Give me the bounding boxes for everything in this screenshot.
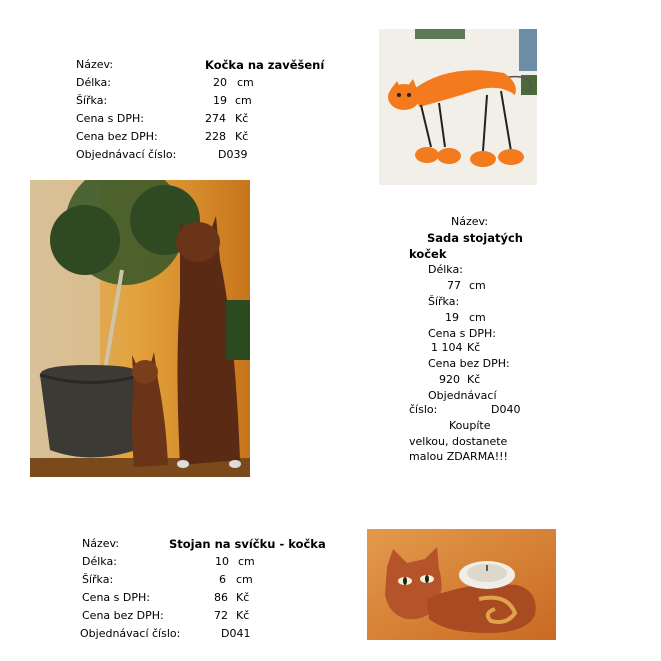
- p3-value-name: Stojan na svíčku - kočka: [169, 537, 326, 551]
- p2-unit-price-vat: Kč: [467, 341, 481, 354]
- p2-promo-line3: malou ZDARMA!!!: [409, 450, 508, 463]
- p1-label-price-vat: Cena s DPH:: [76, 112, 144, 125]
- p3-unit-length: cm: [238, 555, 255, 568]
- p3-value-price-novat: 72: [214, 609, 228, 622]
- p3-label-price-vat: Cena s DPH:: [82, 591, 150, 604]
- p2-label-name: Název:: [451, 215, 489, 228]
- p2-value-order: D040: [491, 403, 521, 416]
- p2-value-width: 19: [445, 311, 459, 324]
- p3-label-price-novat: Cena bez DPH:: [82, 609, 164, 622]
- hanging-cat-illustration: [379, 29, 537, 185]
- p2-value-name-line2: koček: [409, 247, 447, 261]
- p2-promo-line2: velkou, dostanete: [409, 435, 508, 448]
- p2-value-length: 77: [447, 279, 461, 292]
- p1-unit-price-vat: Kč: [235, 112, 249, 125]
- p1-unit-price-novat: Kč: [235, 130, 249, 143]
- p2-unit-length: cm: [469, 279, 486, 292]
- p2-value-price-novat: 920: [439, 373, 460, 386]
- p3-unit-price-novat: Kč: [236, 609, 250, 622]
- p1-unit-width: cm: [235, 94, 252, 107]
- p3-label-width: Šířka:: [82, 573, 114, 586]
- p3-unit-width: cm: [236, 573, 253, 586]
- photo-standing-cats: [30, 180, 250, 477]
- p2-value-price-vat: 1 104: [431, 341, 463, 354]
- p3-value-order: D041: [221, 627, 251, 640]
- p2-unit-price-novat: Kč: [467, 373, 481, 386]
- p1-label-length: Délka:: [76, 76, 111, 89]
- p3-value-width: 6: [219, 573, 226, 586]
- p2-label-length: Délka:: [428, 263, 463, 276]
- p3-value-price-vat: 86: [214, 591, 228, 604]
- p1-value-name: Kočka na zavěšení: [205, 58, 325, 72]
- p1-value-width: 19: [213, 94, 227, 107]
- p2-label-order-line2: číslo:: [409, 403, 438, 416]
- p3-label-name: Název:: [82, 537, 120, 550]
- p1-value-price-vat: 274: [205, 112, 226, 125]
- photo-candle-cat: [367, 529, 556, 640]
- p3-label-length: Délka:: [82, 555, 117, 568]
- p2-unit-width: cm: [469, 311, 486, 324]
- p3-value-length: 10: [215, 555, 229, 568]
- p1-label-name: Název:: [76, 58, 114, 71]
- standing-cats-illustration: [30, 180, 250, 477]
- p1-label-width: Šířka:: [76, 94, 108, 107]
- candle-cat-illustration: [367, 529, 556, 640]
- photo-hanging-cat: [379, 29, 537, 185]
- p2-label-price-novat: Cena bez DPH:: [428, 357, 510, 370]
- p3-unit-price-vat: Kč: [236, 591, 250, 604]
- p1-value-order: D039: [218, 148, 248, 161]
- p2-label-width: Šířka:: [428, 295, 460, 308]
- p2-label-price-vat: Cena s DPH:: [428, 327, 496, 340]
- p1-label-order: Objednávací číslo:: [76, 148, 177, 161]
- p1-value-price-novat: 228: [205, 130, 226, 143]
- p1-label-price-novat: Cena bez DPH:: [76, 130, 158, 143]
- p1-value-length: 20: [213, 76, 227, 89]
- p3-label-order: Objednávací číslo:: [80, 627, 181, 640]
- p2-label-order-line1: Objednávací: [428, 389, 497, 402]
- p2-value-name-line1: Sada stojatých: [427, 231, 523, 245]
- p1-unit-length: cm: [237, 76, 254, 89]
- p2-promo-line1: Koupíte: [449, 419, 491, 432]
